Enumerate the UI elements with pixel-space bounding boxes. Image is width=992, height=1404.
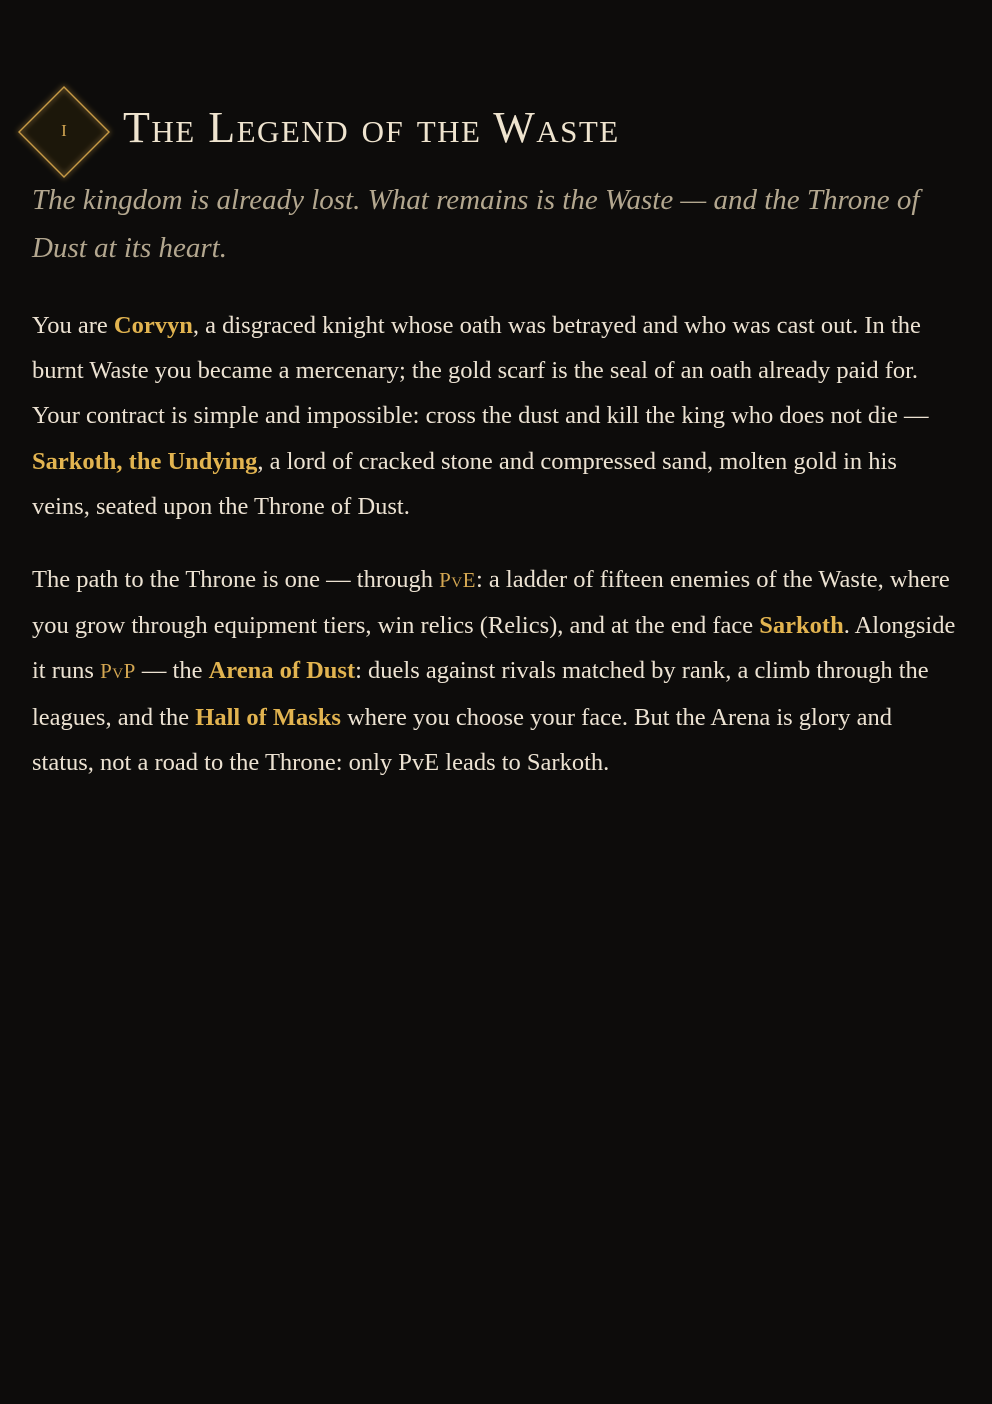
mode-pvp-label: PvP xyxy=(100,659,136,684)
hall-of-masks-name: Hall of Masks xyxy=(195,703,341,731)
text-run: The path to the Throne is one — through xyxy=(32,566,440,593)
text-run: . Alongside it runs xyxy=(32,612,956,685)
chapter-heading xyxy=(18,86,620,178)
mode-pve-label: PvE xyxy=(439,568,476,592)
hero-name-corvyn: Corvyn xyxy=(113,312,193,339)
text-run: : duels against rivals matched by rank, a climb through the leagues, and the xyxy=(32,657,929,731)
epigraph: The kingdom is already lost. What remains is the Waste — and the Throne of Dust at its heart. xyxy=(32,184,920,264)
chapter-title: The Legend of the Waste xyxy=(123,103,620,152)
boss-name-sarkoth: Sarkoth xyxy=(759,612,844,640)
lore-paragraph-1 xyxy=(32,303,960,529)
arena-of-dust-name: Arena of Dust xyxy=(208,657,356,685)
text-run: , a disgraced knight whose oath was betrayed and who was cast out. In the burnt Waste you became a mercenary; the gold scarf is the seal of an oath already paid for. Your contract is simple and impossible: cross the dust and kill the king who does not die — xyxy=(32,312,929,430)
text-run: You are xyxy=(32,312,114,339)
text-run: where you choose your face. But the Arena is glory and status, not a road to the Throne: only PvE leads to Sarkoth. xyxy=(32,703,893,776)
chapter-numeral: I xyxy=(61,121,67,140)
boss-name-sarkoth-full: Sarkoth, the Undying xyxy=(32,447,258,475)
diamond-ornament-icon xyxy=(18,86,110,178)
text-run: : a ladder of fifteen enemies of the Waste, where you grow through equipment tiers, win relics (Relics), and at the end face xyxy=(32,566,950,640)
text-run: , a lord of cracked stone and compressed sand, molten gold in his veins, seated upon the Throne of Dust. xyxy=(32,447,897,520)
lore-paragraph-2 xyxy=(32,557,960,785)
text-run: — the xyxy=(135,657,209,685)
